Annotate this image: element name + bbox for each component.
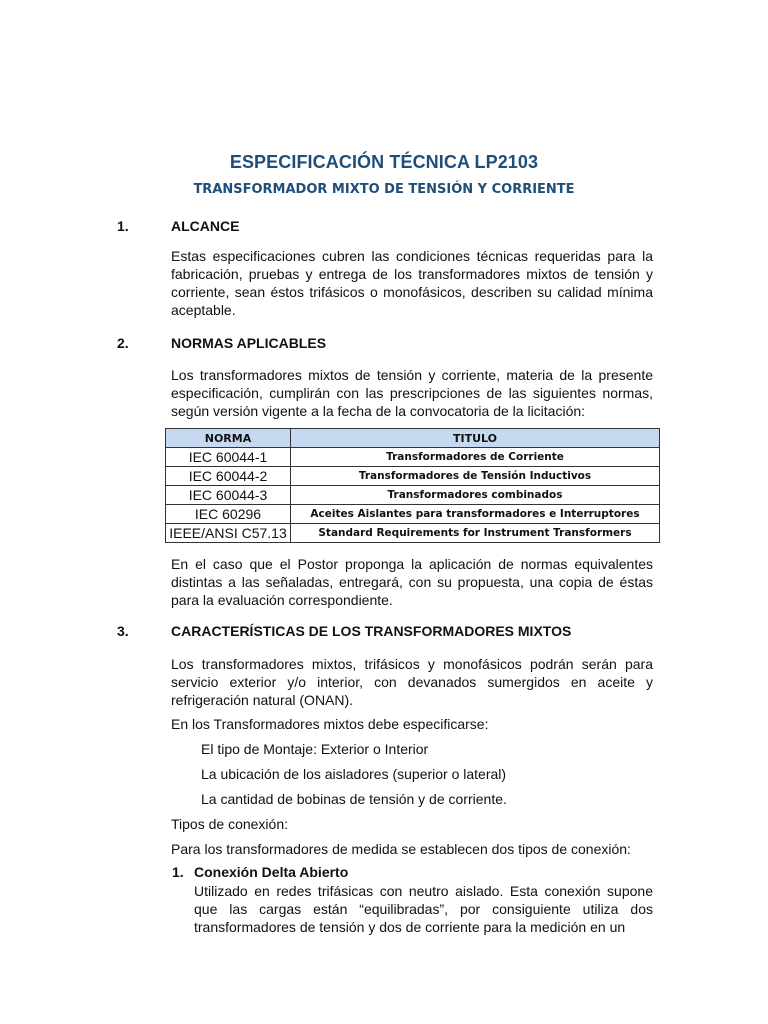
table-row: [166, 448, 660, 467]
list-item-text: Utilizado en redes trifásicas con neutro aislado. Esta conexión supone que las cargas están “equilibradas”, por consiguiente utiliza dos transformadores de tensión y dos de corriente para la medición en un: [194, 883, 653, 935]
section-2-after-table: En el caso que el Postor proponga la aplicación de normas equivalentes distintas a las señaladas, entregará, con su propuesta, una copia de éstas para la evaluación correspondiente.: [171, 556, 653, 608]
table-cell-norma: IEEE/ANSI C57.13: [166, 524, 291, 543]
connection-types-label: Tipos de conexión:: [171, 816, 288, 832]
connection-types-intro: Para los transformadores de medida se establecen dos tipos de conexión:: [171, 841, 631, 857]
section-1-number: 1.: [117, 218, 129, 234]
table-cell-titulo: Transformadores combinados: [291, 486, 660, 505]
document-subtitle: TRANSFORMADOR MIXTO DE TENSIÓN Y CORRIENTE: [193, 182, 575, 197]
table-header-titulo: TITULO: [291, 429, 660, 448]
section-2-paragraph: Los transformadores mixtos de tensión y corriente, materia de la presente especificación, cumplirán con las prescripciones de las siguientes normas, según versión vigente a la fecha de la convocatoria de la licitación:: [171, 367, 653, 419]
spec-item: La ubicación de los aisladores (superior o lateral): [201, 766, 507, 782]
spec-item: El tipo de Montaje: Exterior o Interior: [201, 741, 429, 757]
table-cell-titulo: Transformadores de Tensión Inductivos: [291, 467, 660, 486]
table-row: [166, 486, 660, 505]
table-row: [166, 467, 660, 486]
table-cell-norma: IEC 60044-1: [166, 448, 291, 467]
spec-item: La cantidad de bobinas de tensión y de corriente.: [201, 791, 507, 807]
section-2-number: 2.: [117, 335, 129, 351]
table-row: [166, 505, 660, 524]
list-item-number: 1.: [172, 864, 184, 880]
table-cell-titulo: Transformadores de Corriente: [291, 448, 660, 467]
section-3-paragraph: Los transformadores mixtos, trifásicos y monofásicos podrán serán para servicio exterior y/o interior, con devanados sumergidos en aceite y refrigeración natural (ONAN).: [171, 656, 653, 708]
table-row: [166, 524, 660, 543]
table-cell-norma: IEC 60296: [166, 505, 291, 524]
table-header-norma: NORMA: [166, 429, 291, 448]
document-title: ESPECIFICACIÓN TÉCNICA LP2103: [229, 152, 539, 172]
section-1-title: ALCANCE: [171, 218, 240, 234]
norms-table: [165, 428, 660, 543]
table-cell-titulo: Aceites Aislantes para transformadores e Interruptores: [291, 505, 660, 524]
section-3-title: CARACTERÍSTICAS DE LOS TRANSFORMADORES MIXTOS: [171, 623, 572, 639]
section-3-number: 3.: [117, 623, 129, 639]
table-header-row: [166, 429, 660, 448]
section-2-title: NORMAS APLICABLES: [171, 335, 327, 351]
table-cell-norma: IEC 60044-3: [166, 486, 291, 505]
table-cell-norma: IEC 60044-2: [166, 467, 291, 486]
table-cell-titulo: Standard Requirements for Instrument Transformers: [291, 524, 660, 543]
section-1-paragraph: Estas especificaciones cubren las condiciones técnicas requeridas para la fabricación, pruebas y entrega de los transformadores mixtos de tensión y corriente, sean éstos trifásicos o monofásicos, describen su calidad mínima aceptable.: [171, 248, 653, 318]
list-item-title: Conexión Delta Abierto: [194, 864, 349, 880]
spec-intro-line: En los Transformadores mixtos debe especificarse:: [171, 716, 489, 732]
